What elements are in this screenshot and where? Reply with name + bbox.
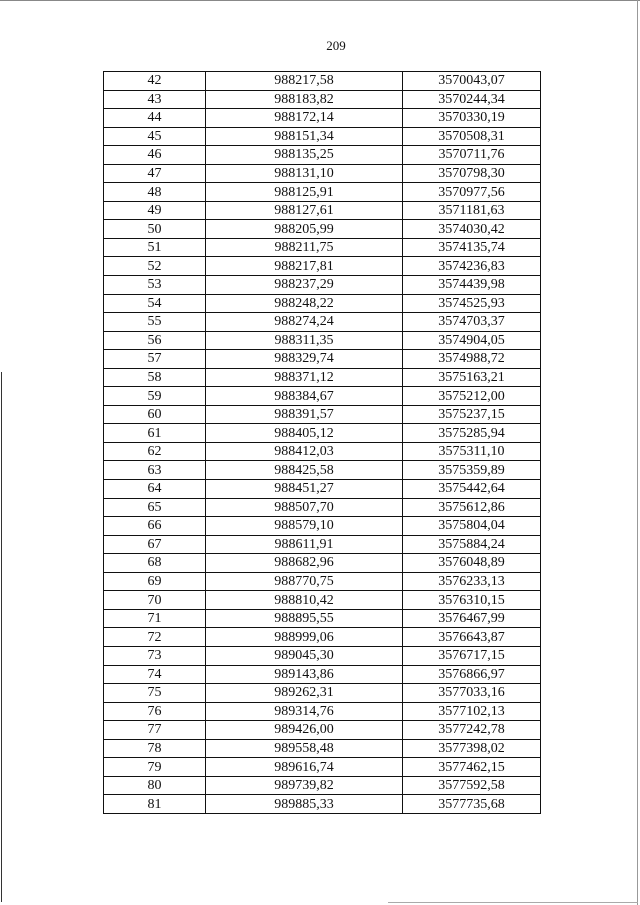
x-coordinate-cell: 988611,91 bbox=[206, 535, 403, 554]
table-row bbox=[104, 628, 541, 647]
point-number-cell: 51 bbox=[104, 238, 206, 257]
table-row bbox=[104, 294, 541, 313]
point-number-cell: 56 bbox=[104, 331, 206, 350]
y-coordinate-cell: 3576467,99 bbox=[403, 609, 541, 628]
table-row bbox=[104, 146, 541, 165]
y-coordinate-cell: 3570977,56 bbox=[403, 183, 541, 202]
table-row bbox=[104, 220, 541, 239]
table-row bbox=[104, 758, 541, 777]
point-number-cell: 81 bbox=[104, 795, 206, 814]
point-number-cell: 78 bbox=[104, 739, 206, 758]
table-row bbox=[104, 609, 541, 628]
x-coordinate-cell: 988425,58 bbox=[206, 461, 403, 480]
x-coordinate-cell: 988131,10 bbox=[206, 164, 403, 183]
y-coordinate-cell: 3575442,64 bbox=[403, 480, 541, 499]
table-row bbox=[104, 480, 541, 499]
x-coordinate-cell: 988682,96 bbox=[206, 554, 403, 573]
point-number-cell: 42 bbox=[104, 72, 206, 91]
x-coordinate-cell: 988217,81 bbox=[206, 257, 403, 276]
y-coordinate-cell: 3574703,37 bbox=[403, 313, 541, 332]
x-coordinate-cell: 989045,30 bbox=[206, 646, 403, 665]
point-number-cell: 64 bbox=[104, 480, 206, 499]
x-coordinate-cell: 988311,35 bbox=[206, 331, 403, 350]
table-row bbox=[104, 591, 541, 610]
point-number-cell: 44 bbox=[104, 109, 206, 128]
x-coordinate-cell: 988999,06 bbox=[206, 628, 403, 647]
x-coordinate-cell: 988248,22 bbox=[206, 294, 403, 313]
x-coordinate-cell: 989616,74 bbox=[206, 758, 403, 777]
point-number-cell: 72 bbox=[104, 628, 206, 647]
y-coordinate-cell: 3577242,78 bbox=[403, 721, 541, 740]
table-row bbox=[104, 424, 541, 443]
x-coordinate-cell: 988507,70 bbox=[206, 498, 403, 517]
point-number-cell: 47 bbox=[104, 164, 206, 183]
point-number-cell: 75 bbox=[104, 684, 206, 703]
page-number: 209 bbox=[326, 38, 346, 53]
x-coordinate-cell: 988172,14 bbox=[206, 109, 403, 128]
x-coordinate-cell: 988451,27 bbox=[206, 480, 403, 499]
table-row bbox=[104, 517, 541, 536]
y-coordinate-cell: 3575237,15 bbox=[403, 405, 541, 424]
y-coordinate-cell: 3576717,15 bbox=[403, 646, 541, 665]
scan-edge-right bbox=[637, 0, 638, 905]
y-coordinate-cell: 3576643,87 bbox=[403, 628, 541, 647]
x-coordinate-cell: 989314,76 bbox=[206, 702, 403, 721]
table-row bbox=[104, 72, 541, 91]
point-number-cell: 68 bbox=[104, 554, 206, 573]
table-row bbox=[104, 442, 541, 461]
y-coordinate-cell: 3575212,00 bbox=[403, 387, 541, 406]
point-number-cell: 53 bbox=[104, 276, 206, 295]
y-coordinate-cell: 3575804,04 bbox=[403, 517, 541, 536]
y-coordinate-cell: 3577592,58 bbox=[403, 776, 541, 795]
y-coordinate-cell: 3575163,21 bbox=[403, 368, 541, 387]
table-row bbox=[104, 127, 541, 146]
point-number-cell: 45 bbox=[104, 127, 206, 146]
y-coordinate-cell: 3574236,83 bbox=[403, 257, 541, 276]
point-number-cell: 57 bbox=[104, 350, 206, 369]
table-row bbox=[104, 331, 541, 350]
table-row bbox=[104, 90, 541, 109]
table-row bbox=[104, 665, 541, 684]
y-coordinate-cell: 3570244,34 bbox=[403, 90, 541, 109]
table-row bbox=[104, 313, 541, 332]
y-coordinate-cell: 3575884,24 bbox=[403, 535, 541, 554]
x-coordinate-cell: 989262,31 bbox=[206, 684, 403, 703]
point-number-cell: 59 bbox=[104, 387, 206, 406]
table-row bbox=[104, 739, 541, 758]
table-row bbox=[104, 201, 541, 220]
x-coordinate-cell: 988217,58 bbox=[206, 72, 403, 91]
x-coordinate-cell: 988810,42 bbox=[206, 591, 403, 610]
point-number-cell: 61 bbox=[104, 424, 206, 443]
x-coordinate-cell: 988405,12 bbox=[206, 424, 403, 443]
table-row bbox=[104, 183, 541, 202]
scan-edge-bottom bbox=[388, 902, 638, 903]
point-number-cell: 49 bbox=[104, 201, 206, 220]
table-row bbox=[104, 368, 541, 387]
y-coordinate-cell: 3574030,42 bbox=[403, 220, 541, 239]
x-coordinate-cell: 989426,00 bbox=[206, 721, 403, 740]
x-coordinate-cell: 988205,99 bbox=[206, 220, 403, 239]
x-coordinate-cell: 988135,25 bbox=[206, 146, 403, 165]
x-coordinate-cell: 988895,55 bbox=[206, 609, 403, 628]
y-coordinate-cell: 3577102,13 bbox=[403, 702, 541, 721]
x-coordinate-cell: 989739,82 bbox=[206, 776, 403, 795]
y-coordinate-cell: 3571181,63 bbox=[403, 201, 541, 220]
table-row bbox=[104, 164, 541, 183]
x-coordinate-cell: 989558,48 bbox=[206, 739, 403, 758]
y-coordinate-cell: 3574439,98 bbox=[403, 276, 541, 295]
coordinates-table bbox=[103, 71, 541, 814]
table-row bbox=[104, 702, 541, 721]
point-number-cell: 69 bbox=[104, 572, 206, 591]
x-coordinate-cell: 989885,33 bbox=[206, 795, 403, 814]
point-number-cell: 58 bbox=[104, 368, 206, 387]
table-row bbox=[104, 257, 541, 276]
y-coordinate-cell: 3576048,89 bbox=[403, 554, 541, 573]
point-number-cell: 50 bbox=[104, 220, 206, 239]
x-coordinate-cell: 988579,10 bbox=[206, 517, 403, 536]
point-number-cell: 73 bbox=[104, 646, 206, 665]
point-number-cell: 79 bbox=[104, 758, 206, 777]
table-row bbox=[104, 238, 541, 257]
table-row bbox=[104, 646, 541, 665]
x-coordinate-cell: 988211,75 bbox=[206, 238, 403, 257]
y-coordinate-cell: 3574525,93 bbox=[403, 294, 541, 313]
point-number-cell: 77 bbox=[104, 721, 206, 740]
y-coordinate-cell: 3577033,16 bbox=[403, 684, 541, 703]
x-coordinate-cell: 988770,75 bbox=[206, 572, 403, 591]
x-coordinate-cell: 988237,29 bbox=[206, 276, 403, 295]
point-number-cell: 55 bbox=[104, 313, 206, 332]
point-number-cell: 46 bbox=[104, 146, 206, 165]
x-coordinate-cell: 988412,03 bbox=[206, 442, 403, 461]
table-row bbox=[104, 276, 541, 295]
point-number-cell: 71 bbox=[104, 609, 206, 628]
y-coordinate-cell: 3570330,19 bbox=[403, 109, 541, 128]
y-coordinate-cell: 3576866,97 bbox=[403, 665, 541, 684]
scan-edge-top bbox=[0, 0, 640, 1]
table-row bbox=[104, 721, 541, 740]
point-number-cell: 80 bbox=[104, 776, 206, 795]
point-number-cell: 60 bbox=[104, 405, 206, 424]
table-row bbox=[104, 795, 541, 814]
table-row bbox=[104, 535, 541, 554]
y-coordinate-cell: 3577462,15 bbox=[403, 758, 541, 777]
point-number-cell: 76 bbox=[104, 702, 206, 721]
x-coordinate-cell: 988125,91 bbox=[206, 183, 403, 202]
y-coordinate-cell: 3575359,89 bbox=[403, 461, 541, 480]
y-coordinate-cell: 3575285,94 bbox=[403, 424, 541, 443]
x-coordinate-cell: 988183,82 bbox=[206, 90, 403, 109]
x-coordinate-cell: 988274,24 bbox=[206, 313, 403, 332]
y-coordinate-cell: 3574988,72 bbox=[403, 350, 541, 369]
x-coordinate-cell: 988329,74 bbox=[206, 350, 403, 369]
x-coordinate-cell: 988391,57 bbox=[206, 405, 403, 424]
y-coordinate-cell: 3576310,15 bbox=[403, 591, 541, 610]
table-row bbox=[104, 387, 541, 406]
x-coordinate-cell: 988151,34 bbox=[206, 127, 403, 146]
y-coordinate-cell: 3577398,02 bbox=[403, 739, 541, 758]
point-number-cell: 70 bbox=[104, 591, 206, 610]
table-row bbox=[104, 554, 541, 573]
table-row bbox=[104, 350, 541, 369]
y-coordinate-cell: 3574135,74 bbox=[403, 238, 541, 257]
y-coordinate-cell: 3570508,31 bbox=[403, 127, 541, 146]
scan-edge-left bbox=[1, 372, 2, 902]
point-number-cell: 52 bbox=[104, 257, 206, 276]
table-row bbox=[104, 405, 541, 424]
point-number-cell: 48 bbox=[104, 183, 206, 202]
y-coordinate-cell: 3575612,86 bbox=[403, 498, 541, 517]
y-coordinate-cell: 3570043,07 bbox=[403, 72, 541, 91]
point-number-cell: 66 bbox=[104, 517, 206, 536]
point-number-cell: 67 bbox=[104, 535, 206, 554]
coordinates-table-body bbox=[104, 72, 541, 814]
x-coordinate-cell: 988127,61 bbox=[206, 201, 403, 220]
table-row bbox=[104, 461, 541, 480]
point-number-cell: 74 bbox=[104, 665, 206, 684]
y-coordinate-cell: 3575311,10 bbox=[403, 442, 541, 461]
point-number-cell: 63 bbox=[104, 461, 206, 480]
y-coordinate-cell: 3570798,30 bbox=[403, 164, 541, 183]
x-coordinate-cell: 988384,67 bbox=[206, 387, 403, 406]
point-number-cell: 43 bbox=[104, 90, 206, 109]
x-coordinate-cell: 989143,86 bbox=[206, 665, 403, 684]
table-row bbox=[104, 109, 541, 128]
point-number-cell: 62 bbox=[104, 442, 206, 461]
y-coordinate-cell: 3577735,68 bbox=[403, 795, 541, 814]
table-row bbox=[104, 684, 541, 703]
table-row bbox=[104, 776, 541, 795]
point-number-cell: 54 bbox=[104, 294, 206, 313]
point-number-cell: 65 bbox=[104, 498, 206, 517]
table-row bbox=[104, 572, 541, 591]
x-coordinate-cell: 988371,12 bbox=[206, 368, 403, 387]
table-row bbox=[104, 498, 541, 517]
y-coordinate-cell: 3570711,76 bbox=[403, 146, 541, 165]
y-coordinate-cell: 3574904,05 bbox=[403, 331, 541, 350]
y-coordinate-cell: 3576233,13 bbox=[403, 572, 541, 591]
